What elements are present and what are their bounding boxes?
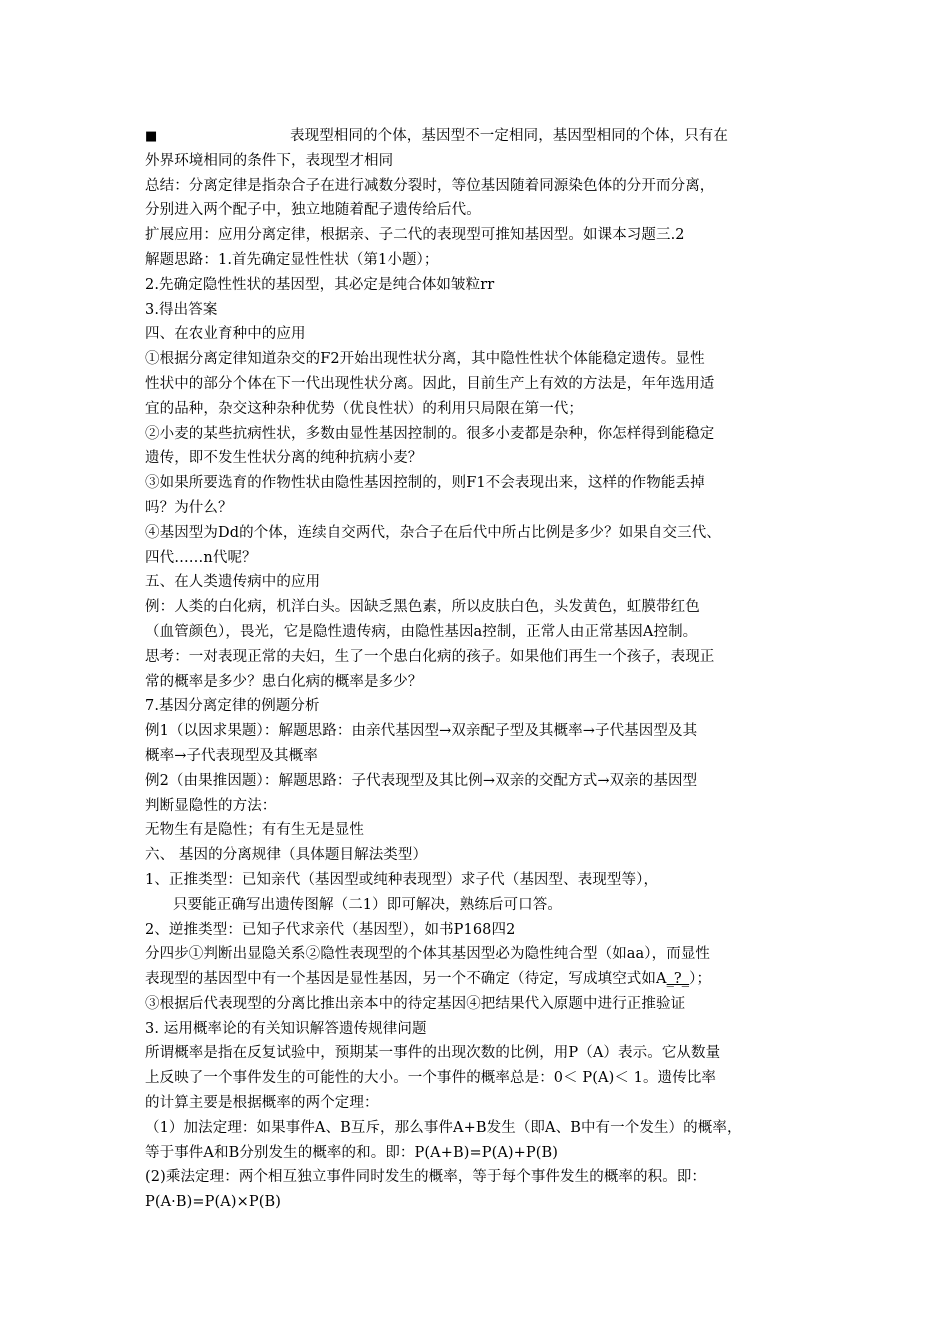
bullet-square-icon: ■ [145, 129, 158, 144]
text-line: 上反映了一个事件发生的可能性的大小。一个事件的概率总是：0＜ P(A)＜ 1。遗传比率 [145, 1070, 717, 1087]
section-heading: 四、在农业育种中的应用 [145, 326, 306, 343]
text-line: 例1（以因求果题）：解题思路：由亲代基因型→双亲配子型及其概率→子代基因型及其 [145, 723, 698, 740]
text-line: 宜的品种，杂交这种杂种优势（优良性状）的利用只局限在第一代； [145, 400, 583, 417]
formula-line: P(A·B)=P(A)×P(B) [145, 1194, 281, 1211]
summary-line: 总结：分离定律是指杂合子在进行减数分裂时，等位基因随着同源染色体的分开而分离， [145, 177, 715, 194]
text-line: 无物生有是隐性；有有生无是显性 [145, 822, 364, 839]
section-heading: 五、在人类遗传病中的应用 [145, 574, 321, 591]
text-line: 2.先确定隐性性状的基因型，其必定是纯合体如皱粒rr [145, 276, 495, 293]
text-line: 例：人类的白化病，机洋白头。因缺乏黑色素，所以皮肤白色，头发黄色，虹膜带红色 [145, 599, 700, 616]
text-line: ②小麦的某些抗病性状，多数由显性基因控制的。很多小麦都是杂种，你怎样得到能稳定 [145, 425, 715, 442]
text-line: ①根据分离定律知道杂交的F2开始出现性状分离，其中隐性性状个体能稳定遗传。显性 [145, 351, 705, 368]
text-line: 判断显隐性的方法： [145, 797, 277, 814]
text-line: ③根据后代表现型的分离比推出亲本中的待定基因④把结果代入原题中进行正推验证 [145, 995, 686, 1012]
text-line: ③如果所要选育的作物性状由隐性基因控制的，则F1不会表现出来，这样的作物能丢掉 [145, 475, 705, 492]
text-line: （1）加法定理：如果事件A、B互斥，那么事件A+B发生（即A、B中有一个发生）的概率， [145, 1119, 742, 1136]
section-heading: 六、 基因的分离规律（具体题目解法类型） [145, 847, 428, 864]
text-line: 分四步①判断出显隐关系②隐性表现型的个体其基因型必为隐性纯合型（如aa），而显性 [145, 946, 711, 963]
text-line: 3.得出答案 [145, 301, 218, 318]
document-page [145, 124, 825, 1215]
text-line: 只要能正确写出遗传图解（二1）即可解决，熟练后可口答。 [173, 896, 562, 913]
text-line: 等于事件A和B分别发生的概率的和。即：P(A+B)=P(A)+P(B) [145, 1144, 559, 1161]
text-line: 表现型的基因型中有一个基因是显性基因，另一个不确定（待定，写成填空式如A_?_）； [145, 971, 712, 988]
text-line: 性状中的部分个体在下一代出现性状分离。因此，目前生产上有效的方法是，年年选用适 [145, 375, 715, 392]
text-line: 扩展应用：应用分离定律，根据亲、子二代的表现型可推知基因型。如课本习题三.2 [145, 227, 685, 244]
text-line: 思考：一对表现正常的夫妇，生了一个患白化病的孩子。如果他们再生一个孩子，表现正 [145, 648, 715, 665]
text-line: 例2（由果推因题）：解题思路：子代表现型及其比例→双亲的交配方式→双亲的基因型 [145, 772, 698, 789]
text-line: 2、逆推类型：已知子代求亲代（基因型），如书P168四2 [145, 921, 516, 938]
text-line: 吗？为什么？ [145, 499, 233, 516]
text-line: 解题思路：1.首先确定显性性状（第1小题）； [145, 251, 439, 268]
text-line: 概率→子代表现型及其概率 [145, 747, 318, 764]
text-line: 分别进入两个配子中，独立地随着配子遗传给后代。 [145, 202, 481, 219]
text-line: 四代……n代呢？ [145, 549, 257, 566]
text-line: 外界环境相同的条件下，表现型才相同 [145, 152, 394, 169]
text-line: （血管颜色），畏光，它是隐性遗传病，由隐性基因a控制，正常人由正常基因A控制。 [145, 623, 698, 640]
text-line: 的计算主要是根据概率的两个定理： [145, 1095, 379, 1112]
text-line: 常的概率是多少？患白化病的概率是多少？ [145, 673, 423, 690]
text-line: 1、正推类型：已知亲代（基因型或纯种表现型）求子代（基因型、表现型等）， [145, 871, 659, 888]
section-heading: 7.基因分离定律的例题分析 [145, 698, 320, 715]
section-heading: 3. 运用概率论的有关知识解答遗传规律问题 [145, 1020, 427, 1037]
text-line: 遗传，即不发生性状分离的纯种抗病小麦？ [145, 450, 423, 467]
text-line: 所谓概率是指在反复试验中，预期某一事件的出现次数的比例，用P（A）表示。它从数量 [145, 1045, 721, 1062]
fill-in-blank: _?_ [666, 971, 690, 988]
text-line: ■ 表现型相同的个体，基因型不一定相同，基因型相同的个体，只有在 [145, 124, 825, 149]
text-line: ④基因型为Dd的个体，连续自交两代，杂合子在后代中所占比例是多少？如果自交三代、 [145, 524, 721, 541]
text-line: (2)乘法定理：两个相互独立事件同时发生的概率，等于每个事件发生的概率的积。即： [145, 1169, 707, 1186]
